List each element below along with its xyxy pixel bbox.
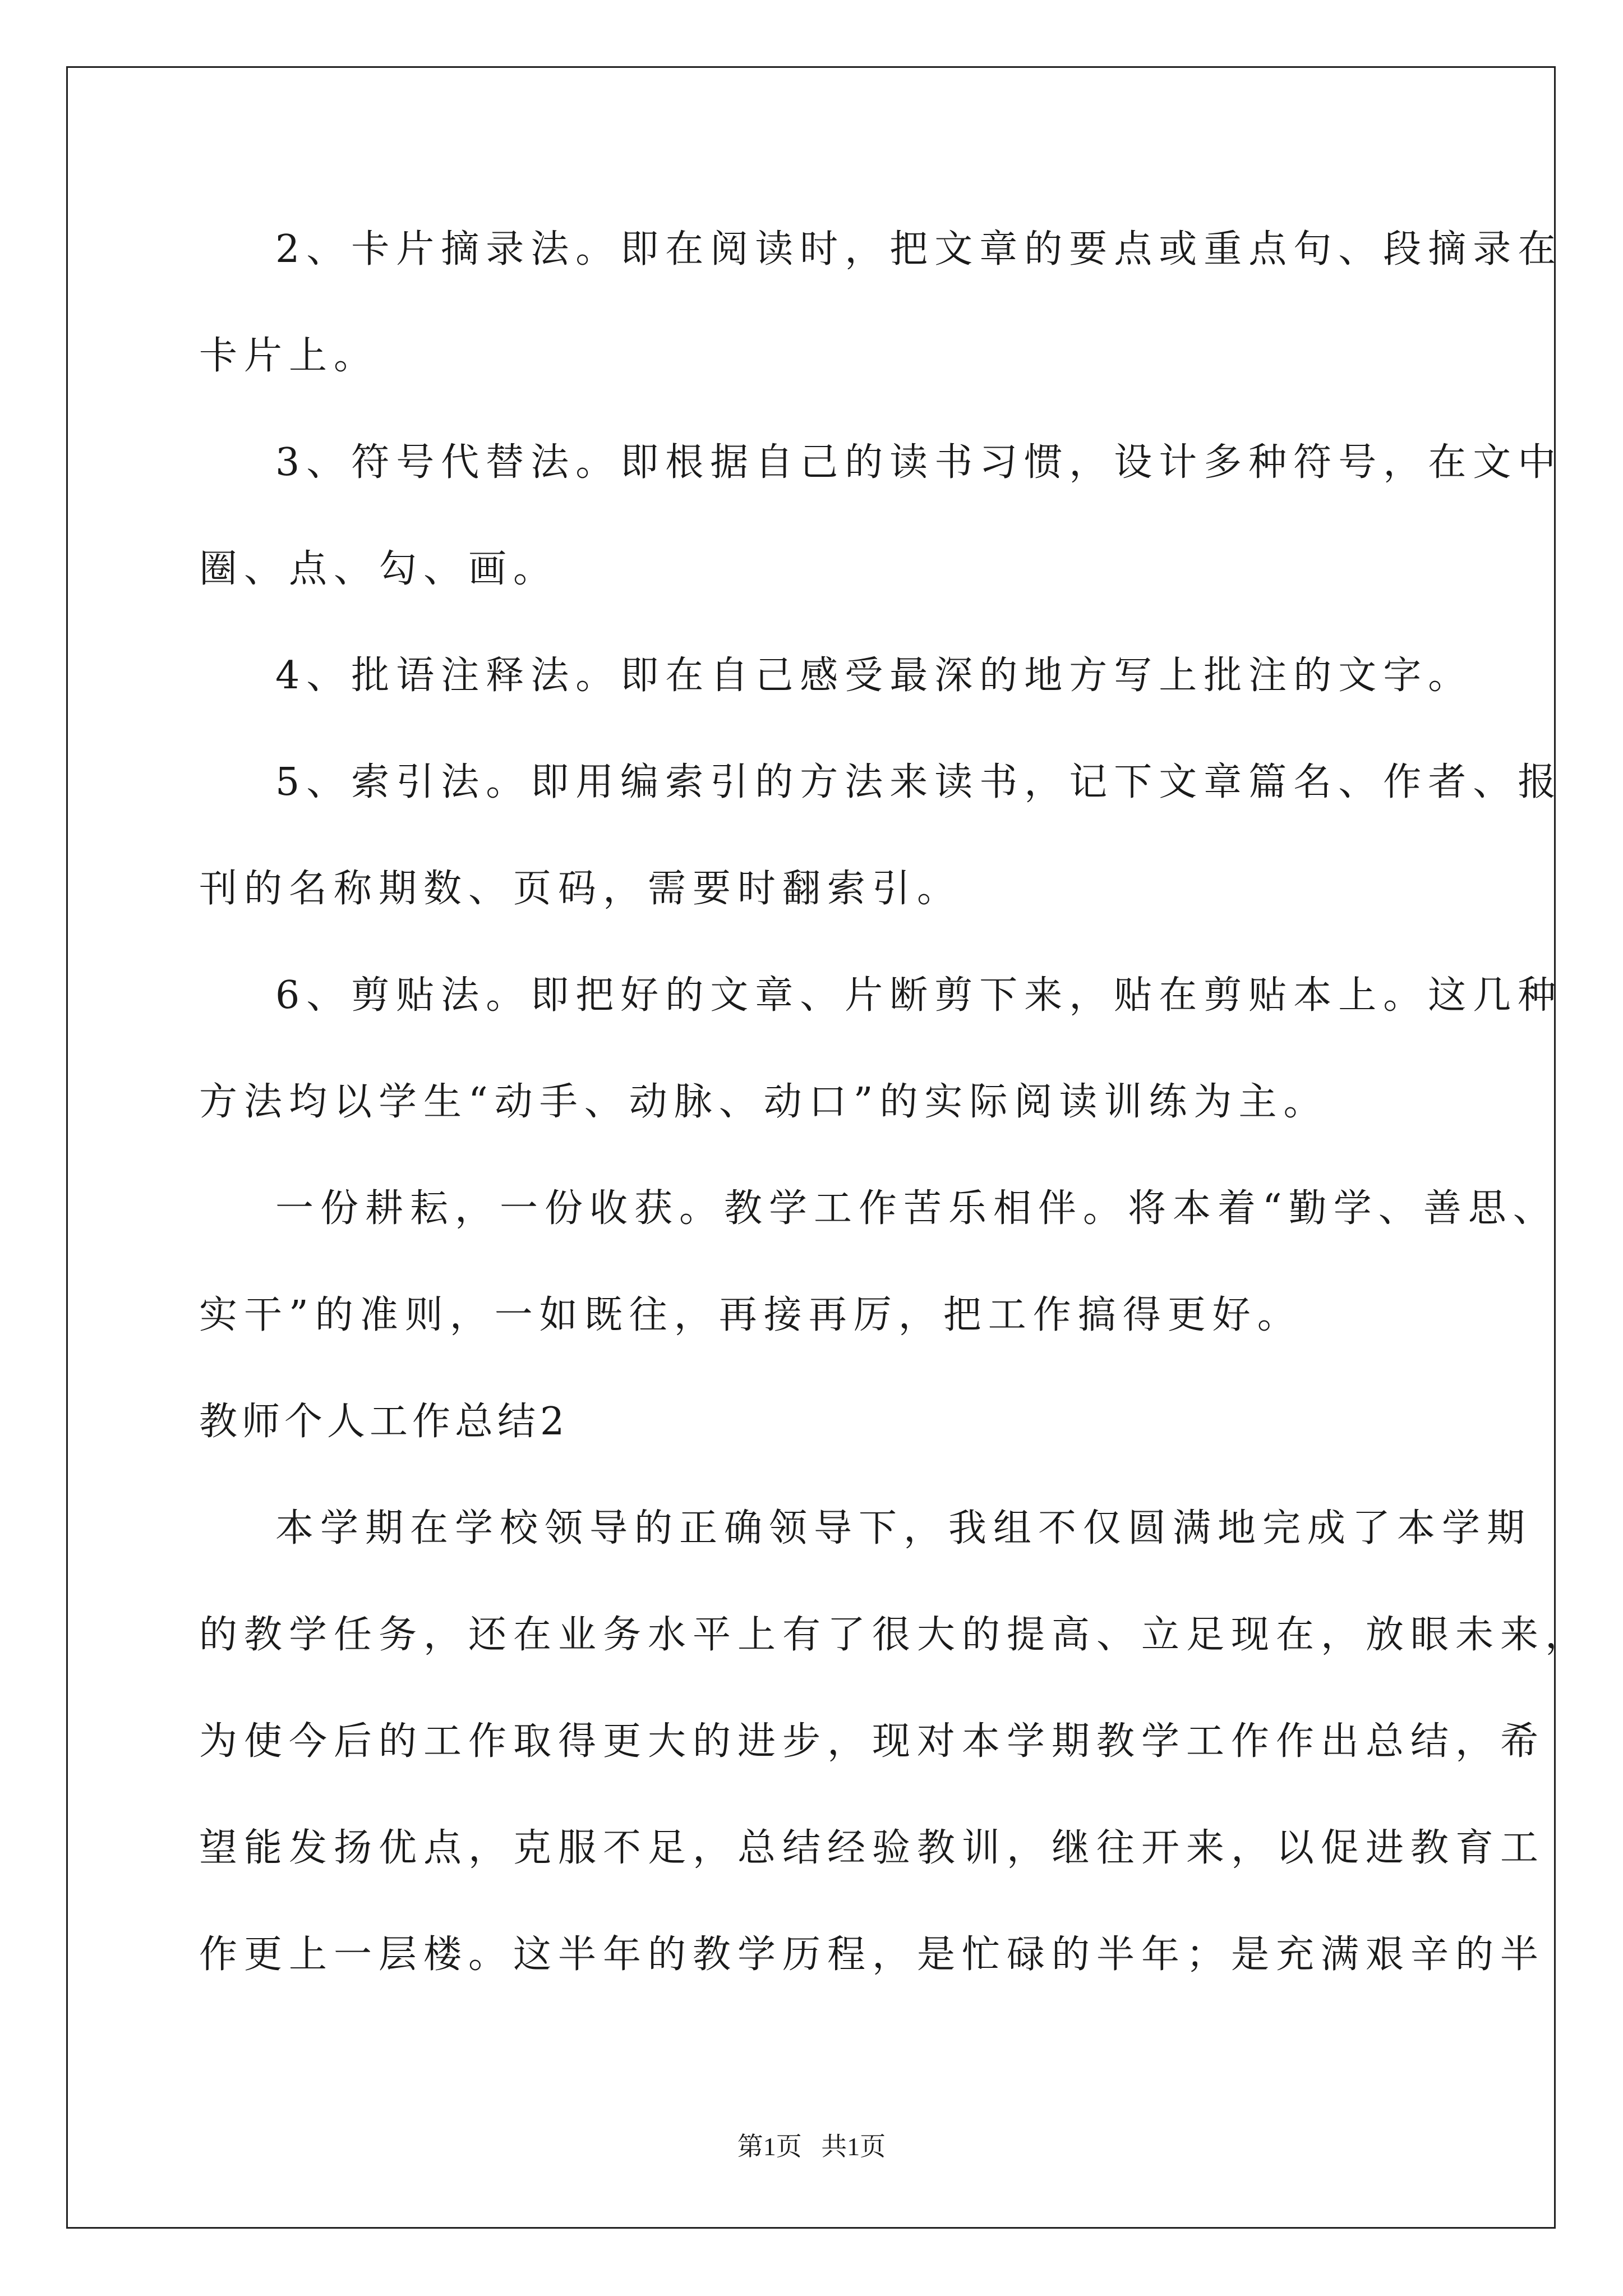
paragraph-line: 5、索引法。即用编索引的方法来读书，记下文章篇名、作者、报 bbox=[275, 760, 1563, 804]
paragraph-line: 2、卡片摘录法。即在阅读时，把文章的要点或重点句、段摘录在 bbox=[275, 227, 1563, 272]
paragraph-line: 卡片上。 bbox=[199, 334, 379, 378]
page-footer: 第1页 共1页 bbox=[737, 2132, 886, 2161]
paragraph-line: 圈、点、勾、画。 bbox=[199, 547, 559, 591]
paragraph-line: 作更上一层楼。这半年的教学历程，是忙碌的半年；是充满艰辛的半 bbox=[199, 1932, 1546, 1977]
page-border bbox=[66, 66, 1556, 2229]
paragraph-line: 4、批语注释法。即在自己感受最深的地方写上批注的文字。 bbox=[275, 654, 1473, 698]
paragraph-line: 实干”的准则，一如既往，再接再厉，把工作搞得更好。 bbox=[199, 1293, 1302, 1337]
paragraph-line: 一份耕耘，一份收获。教学工作苦乐相伴。将本着“勤学、善思、 bbox=[275, 1186, 1558, 1231]
paragraph-line: 本学期在学校领导的正确领导下，我组不仅圆满地完成了本学期 bbox=[275, 1506, 1532, 1550]
paragraph-line: 6、剪贴法。即把好的文章、片断剪下来，贴在剪贴本上。这几种 bbox=[275, 973, 1563, 1018]
section-heading: 教师个人工作总结2 bbox=[199, 1400, 569, 1444]
paragraph-line: 为使今后的工作取得更大的进步，现对本学期教学工作作出总结，希 bbox=[199, 1719, 1546, 1764]
paragraph-line: 方法均以学生“动手、动脉、动口”的实际阅读训练为主。 bbox=[199, 1080, 1329, 1124]
paragraph-line: 望能发扬优点，克服不足，总结经验教训，继往开来，以促进教育工 bbox=[199, 1826, 1546, 1870]
paragraph-line: 3、符号代替法。即根据自己的读书习惯，设计多种符号，在文中 bbox=[275, 440, 1563, 485]
paragraph-line: 的教学任务，还在业务水平上有了很大的提高、立足现在，放眼未来， bbox=[199, 1613, 1590, 1657]
paragraph-line: 刊的名称期数、页码，需要时翻索引。 bbox=[199, 867, 962, 911]
